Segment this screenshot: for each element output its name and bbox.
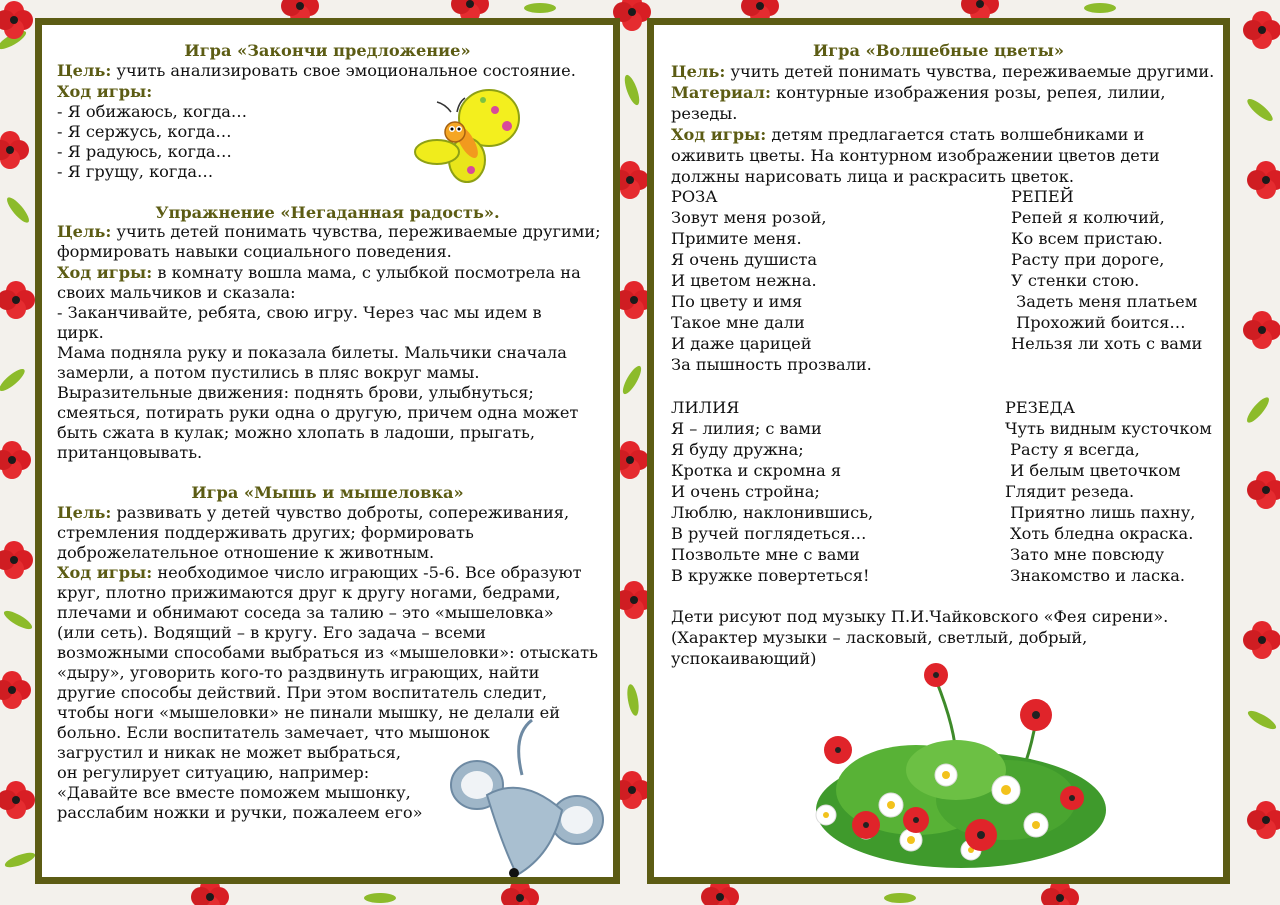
poem-line: ЛИЛИЯ bbox=[671, 398, 740, 417]
poem-line: Чуть видным кусточком bbox=[1005, 419, 1212, 438]
game1-line: - Я обижаюсь, когда… bbox=[57, 102, 248, 121]
flowers-course-text: детям предлагается стать волшебниками и bbox=[766, 125, 1145, 144]
poem-line: Глядит резеда. bbox=[1005, 482, 1135, 501]
flower-bush-illustration bbox=[806, 650, 1111, 875]
game2-line: плечами и обнимают соседа за талию – это «мышеловка» bbox=[57, 603, 554, 622]
butterfly-illustration bbox=[407, 82, 537, 197]
game2-line: чтобы ноги «мышеловки» не пинали мышку, не делали ей bbox=[57, 703, 561, 722]
game1-line: - Я радуюсь, когда… bbox=[57, 142, 232, 161]
game2-line: расслабим ножки и ручки, пожалеем его» bbox=[57, 803, 423, 822]
game2-course-label: Ход игры: bbox=[57, 563, 153, 582]
poem-line: Хоть бледна окраска. bbox=[1005, 524, 1194, 543]
poem-line: Я буду дружна; bbox=[671, 440, 804, 459]
poem-line: По цвету и имя bbox=[671, 292, 803, 311]
game2-course-text: необходимое число играющих -5-6. Все образуют bbox=[152, 563, 582, 582]
poem-line: Зовут меня розой, bbox=[671, 208, 827, 227]
game1-goal-label: Цель: bbox=[57, 61, 112, 80]
exercise-line: Выразительные движения: поднять брови, улыбнуться; bbox=[57, 383, 534, 402]
poem-line: Я очень душиста bbox=[671, 250, 817, 269]
poem-line: Прохожий боится… bbox=[1011, 313, 1186, 332]
poem-line: Нельзя ли хоть с вами bbox=[1011, 334, 1203, 353]
game2-line: он регулирует ситуацию, например: bbox=[57, 763, 370, 782]
game2-goal-cont: стремления поддерживать других; формировать bbox=[57, 523, 474, 542]
exercise-course-text: в комнату вошла мама, с улыбкой посмотрела на bbox=[152, 263, 581, 282]
exercise-line: быть сжата в кулак; можно хлопать в ладоши, прыгать, bbox=[57, 423, 535, 442]
poem-line: Зато мне повсюду bbox=[1005, 545, 1165, 564]
poem-line: Знакомство и ласка. bbox=[1005, 566, 1185, 585]
game2-line: «Давайте все вместе поможем мышонку, bbox=[57, 783, 411, 802]
game2-goal-label: Цель: bbox=[57, 503, 112, 522]
game2-line: возможными способами выбраться из «мышеловки»: отыскать bbox=[57, 643, 598, 662]
poem-line: Я – лилия; с вами bbox=[671, 419, 822, 438]
flowers-course bbox=[671, 125, 1144, 145]
exercise-line: цирк. bbox=[57, 323, 104, 342]
exercise-line: смеяться, потирать руки одна о другую, причем одна может bbox=[57, 403, 579, 422]
poem-line: Расту я всегда, bbox=[1005, 440, 1140, 459]
poem-line: Расту при дороге, bbox=[1011, 250, 1165, 269]
exercise-line: пританцовывать. bbox=[57, 443, 203, 462]
poem-line: Люблю, наклонившись, bbox=[671, 503, 874, 522]
poem-line: Такое мне дали bbox=[671, 313, 805, 332]
game2-line: «дыру», уговорить кого-то раздвинуть играющих, найти bbox=[57, 663, 540, 682]
game1-goal-text: учить анализировать свое эмоциональное состояние. bbox=[111, 61, 576, 80]
exercise-course bbox=[57, 263, 581, 283]
exercise-goal bbox=[57, 222, 601, 242]
poem-line: РЕЗЕДА bbox=[1005, 398, 1076, 417]
flowers-course-cont: должны нарисовать лица и раскрасить цветок. bbox=[671, 167, 1075, 186]
poem-line: РОЗА bbox=[671, 187, 718, 206]
game1-course-label: Ход игры: bbox=[57, 82, 153, 101]
poem-line: Ко всем пристаю. bbox=[1011, 229, 1163, 248]
poem-line: У стенки стою. bbox=[1011, 271, 1140, 290]
game2-goal-text: развивать у детей чувство доброты, сопереживания, bbox=[111, 503, 570, 522]
game1-line: - Я сержусь, когда… bbox=[57, 122, 232, 141]
poem-line: В кружке повертеться! bbox=[671, 566, 870, 585]
mouse-illustration bbox=[442, 715, 607, 880]
poem-line: Примите меня. bbox=[671, 229, 802, 248]
poem-line: И цветом нежна. bbox=[671, 271, 817, 290]
exercise-goal-label: Цель: bbox=[57, 222, 112, 241]
exercise-title: Упражнение «Негаданная радость». bbox=[155, 203, 500, 222]
flowers-course-label: Ход игры: bbox=[671, 125, 767, 144]
flowers-goal-text: учить детей понимать чувства, переживаемые другими. bbox=[725, 62, 1215, 81]
poem-line: Позвольте мне с вами bbox=[671, 545, 860, 564]
right-page bbox=[647, 18, 1230, 884]
flowers-material-label: Материал: bbox=[671, 83, 771, 102]
poem-line: Репей я колючий, bbox=[1011, 208, 1165, 227]
flowers-material-text: контурные изображения розы, репея, лилии, bbox=[770, 83, 1166, 102]
exercise-line: замерли, а потом пустились в пляс вокруг мамы. bbox=[57, 363, 480, 382]
poem-line: Задеть меня платьем bbox=[1011, 292, 1198, 311]
exercise-line: Мама подняла руку и показала билеты. Мальчики сначала bbox=[57, 343, 567, 362]
game1-goal bbox=[57, 61, 576, 81]
poem-line: За пышность прозвали. bbox=[671, 355, 872, 374]
exercise-goal-text: учить детей понимать чувства, переживаемые другими; bbox=[111, 222, 601, 241]
exercise-goal-cont: формировать навыки социального поведения. bbox=[57, 242, 452, 261]
game2-line: круг, плотно прижимаются друг к другу ногами, бедрами, bbox=[57, 583, 561, 602]
flowers-material bbox=[671, 83, 1166, 103]
poem-line: И белым цветочком bbox=[1005, 461, 1181, 480]
closing-line: (Характер музыки – ласковый, светлый, добрый, bbox=[671, 628, 1088, 647]
game2-course bbox=[57, 563, 582, 583]
flowers-material-cont: резеды. bbox=[671, 104, 738, 123]
game1-line: - Я грущу, когда… bbox=[57, 162, 214, 181]
game1-title: Игра «Закончи предложение» bbox=[184, 41, 471, 60]
poem-line: И очень стройна; bbox=[671, 482, 820, 501]
flowers-game-title: Игра «Волшебные цветы» bbox=[812, 41, 1065, 60]
poem-line: Приятно лишь пахну, bbox=[1005, 503, 1196, 522]
exercise-line: своих мальчиков и сказала: bbox=[57, 283, 296, 302]
game2-line: (или сеть). Водящий – в кругу. Его задача – всеми bbox=[57, 623, 486, 642]
game2-line: загрустил и никак не может выбраться, bbox=[57, 743, 402, 762]
flowers-goal bbox=[671, 62, 1214, 82]
exercise-course-label: Ход игры: bbox=[57, 263, 153, 282]
flowers-goal-label: Цель: bbox=[671, 62, 726, 81]
flowers-course-cont: оживить цветы. На контурном изображении цветов дети bbox=[671, 146, 1160, 165]
closing-line: успокаивающий) bbox=[671, 649, 817, 668]
game2-line: другие способы действий. При этом воспитатель следит, bbox=[57, 683, 547, 702]
game2-title: Игра «Мышь и мышеловка» bbox=[191, 483, 464, 502]
exercise-line: - Заканчивайте, ребята, свою игру. Через час мы идем в bbox=[57, 303, 542, 322]
left-page bbox=[35, 18, 620, 884]
poem-line: В ручей поглядеться… bbox=[671, 524, 867, 543]
game2-line: больно. Если воспитатель замечает, что мышонок bbox=[57, 723, 490, 742]
game2-goal-cont: доброжелательное отношение к животным. bbox=[57, 543, 435, 562]
closing-line: Дети рисуют под музыку П.И.Чайковского «Фея сирени». bbox=[671, 607, 1169, 626]
poem-line: Кротка и скромна я bbox=[671, 461, 842, 480]
poem-line: РЕПЕЙ bbox=[1011, 187, 1074, 206]
game2-goal bbox=[57, 503, 569, 523]
poem-line: И даже царицей bbox=[671, 334, 812, 353]
